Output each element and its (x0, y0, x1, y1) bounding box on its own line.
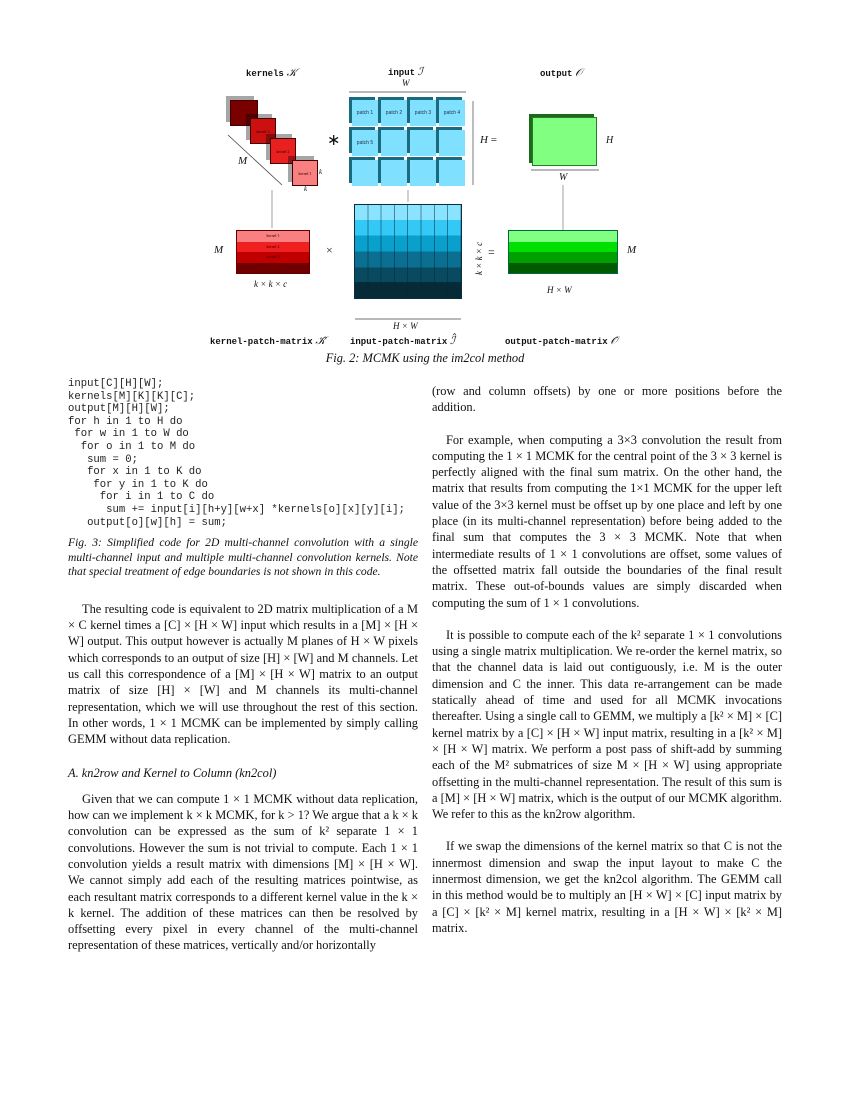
output-patch-matrix (508, 230, 618, 274)
row-label: kernel 1 (266, 233, 280, 238)
figure-2-caption: Fig. 2: MCMK using the im2col method (325, 351, 525, 365)
h-dim-label: H (480, 134, 488, 146)
body-paragraph: For example, when computing a 3×3 convolution the result from computing the 1 × 1 MCMK for the central point of the 3 × 3 kernel is perfectly aligned with the final sum matrix. On the other hand, the matrix that results from computing the 1×1 MCMK for the upper left value of the 3×3 kernel must be offset up by one place and left by one place (in its multi-channel representation) before being added to the final sum that computes the 3 × 3 MCMK. Note that when intermediate results of 1 × 1 convolutions are offset, some values of the offsetted matrix fall outside the boundaries of the final result matrix. These out-of-bounds values are simply discarded when computing the sum of 1 × 1 convolutions. (432, 432, 782, 610)
output-title (540, 67, 582, 80)
output-label: output (540, 69, 573, 79)
w-dim-label: W (402, 78, 410, 88)
down-arrow (406, 190, 410, 204)
body-paragraph: The resulting code is equivalent to 2D matrix multiplication of a M × C kernel times a [C] × [H × W] input which results in a [M] × [H × W] output. This output however is actually M planes of H × W pixels which corresponds to an output of size [H] × [W] and M channels. Let us call this correspondence of a [M] × [H × W] matrix to an output matrix of size [H] × [W] and M channels its multi-channel representation, which we will use throughout the rest of this section. In other words, 1 × 1 MCMK can be implemented by simply calling GEMM without data replication. (68, 601, 418, 747)
patch-label: patch 3 (414, 110, 432, 116)
code-line: for y in 1 to K do (68, 478, 208, 491)
patch-cell (381, 130, 407, 156)
w-dim-label: W (559, 172, 568, 183)
w-arrow (348, 89, 468, 95)
h-equals (480, 134, 497, 146)
kernels-symbol: 𝒦 (286, 67, 297, 79)
input-patch-symbol: ℐ̂ (449, 335, 456, 347)
patch-cell (439, 160, 465, 186)
kernels-title (246, 67, 297, 80)
kernels-label: kernels (246, 69, 284, 79)
code-line: for x in 1 to K do (68, 466, 202, 479)
matrix-row (509, 231, 617, 242)
patch-cell (352, 160, 378, 186)
section-heading: A. kn2row and Kernel to Column (kn2col) (68, 766, 277, 781)
kernel-label: kernel 1 (298, 170, 312, 176)
output-box (532, 117, 597, 166)
code-line: output[o][w][h] = sum; (68, 516, 227, 529)
hw-arrow (354, 317, 462, 321)
matrix-row (509, 252, 617, 263)
m-diagonal-arrow (220, 130, 290, 190)
patch-cell (439, 100, 465, 126)
input-label: input (388, 68, 416, 78)
input-symbol: ℐ (417, 66, 423, 78)
matrix-row (509, 263, 617, 274)
input-patch-title (350, 335, 455, 348)
body-paragraph: Given that we can compute 1 × 1 MCMK without data replication, how can we implement k × k MCMK, for k > 1? We argue that a k × k convolution can be expressed as the sum of k² separate 1 × 1 convolutions. However the sum is not trivial to compute. Each 1 × 1 convolution yields a result matrix with dimensions [M] × [H × W]. We cannot simply add each of the resulting matrices pointwise, as each resultant matrix corresponds to a different kernel value in the k × k kernel. The addition of these matrices can then be resolved by offsetting every pixel in every channel of the multi-channel representation of these matrices, vertically and/or horizontally (68, 791, 418, 953)
patch-cell (410, 160, 436, 186)
row-label: kernel 2 (266, 243, 280, 249)
matrix-row (237, 231, 309, 242)
k-dim-label: k (319, 168, 323, 176)
down-arrow (270, 190, 274, 230)
k-dim-label: k (304, 185, 308, 193)
convolution-operator: ∗ (327, 132, 341, 149)
patch-label: patch 1 (356, 110, 374, 116)
patch-cell (352, 130, 378, 156)
code-line: output[M][H][W]; (68, 403, 170, 416)
code-line: for i in 1 to C do (68, 491, 215, 504)
body-paragraph: (row and column offsets) by one or more positions before the addition. (432, 384, 782, 415)
w-arrow (530, 168, 600, 172)
m-dim-label: M (627, 244, 637, 256)
m-dim-label: M (214, 244, 224, 256)
kkc-dim-label: k × k × c (254, 279, 288, 289)
equals-operator: = (488, 245, 495, 259)
code-line: for o in 1 to M do (68, 440, 196, 453)
kernel-label: kernel 2 (276, 148, 290, 154)
body-paragraph: If we swap the dimensions of the kernel matrix so that C is not the innermost dimension and swap the input layout to make C the innermost dimension, we get the kn2col algorithm. The GEMM call in this method would be to multiply an [H × W] × [C] input matrix by a [C] × [k² × M] kernel matrix, resulting in a [H × W] × [k² × M] matrix. (432, 839, 782, 935)
patch-cell (410, 100, 436, 126)
code-line: kernels[M][K][K][C]; (68, 390, 196, 403)
kkc-dim-label: k × k × c (474, 241, 484, 275)
code-line: sum = 0; (68, 453, 138, 466)
patch-label: patch 2 (385, 110, 403, 116)
matrix-row (509, 242, 617, 253)
matrix-row (237, 252, 309, 263)
right-column (432, 383, 782, 936)
patch-cell (381, 160, 407, 186)
times-operator: × (326, 243, 333, 257)
kernel-label: kernel 3 (256, 128, 270, 134)
output-patch-label: output-patch-matrix (505, 337, 608, 347)
matrix-grid-lines (355, 205, 461, 298)
code-line: sum += input[i][h+y][w+x] *kernels[o][x][y][i]; (68, 503, 405, 516)
output-patch-title (505, 335, 617, 348)
h-dim-label: H (606, 135, 614, 146)
h-arrow (470, 100, 476, 186)
input-patch-label: input-patch-matrix (350, 337, 448, 347)
kernel-patch-label: kernel-patch-matrix (210, 337, 313, 347)
body-paragraph: It is possible to compute each of the k² separate 1 × 1 convolutions using a single matrix multiplication. We re-order the kernel matrix, so that the channel data is laid out contiguously, i.e. M is the outer dimension and C the inner. This data re-arrangement can be made statically ahead of time and used for all MCMK invocations thereafter. Using a single call to GEMM, we multiply a [k² × M] × [C] kernel matrix by a [C] × [H × W] input matrix, resulting in a [k² × M] × [H × W] matrix. We perform a post pass of shift-add by summing each of the M² submatrices of size M × [H × W] using appropriate offsetting in the multi-channel representation. The result of this sum is a [M] × [H × W] matrix, which is the output of our MCMK algorithm. We refer to this as the kn2row algorithm. (432, 627, 782, 822)
patch-label: patch 5 (356, 140, 374, 146)
code-listing (68, 378, 405, 529)
kernel-patch-symbol: 𝒦̂ (315, 335, 326, 347)
output-patch-symbol: 𝒪̂ (610, 335, 618, 347)
patch-label: patch 4 (443, 110, 461, 116)
m-dim-label: M (238, 155, 248, 167)
code-line: for w in 1 to W do (68, 428, 189, 441)
up-arrow (561, 185, 565, 230)
output-symbol: 𝒪 (575, 67, 583, 79)
code-line: for h in 1 to H do (68, 415, 183, 428)
hw-dim-label: H × W (393, 321, 418, 331)
patch-cell (352, 100, 378, 126)
equals-operator: = (490, 134, 497, 146)
matrix-row (237, 263, 309, 274)
patch-cell (439, 130, 465, 156)
hw-dim-label: H × W (547, 285, 572, 295)
patch-cell (381, 100, 407, 126)
row-label: kernel 3 (266, 254, 280, 259)
left-column (68, 536, 418, 954)
kernel-patch-matrix (236, 230, 310, 274)
kernel-cube (292, 160, 318, 186)
matrix-row (237, 242, 309, 253)
kernel-patch-title (210, 335, 326, 348)
patch-cell (410, 130, 436, 156)
figure-3-caption: Fig. 3: Simplified code for 2D multi-channel convolution with a single multi-channel input and multiple multi-channel convolution kernels. Note that special treatment of edge boundaries is not shown in this code. (68, 536, 418, 579)
input-patch-matrix (354, 204, 462, 299)
code-line: input[C][H][W]; (68, 378, 164, 390)
